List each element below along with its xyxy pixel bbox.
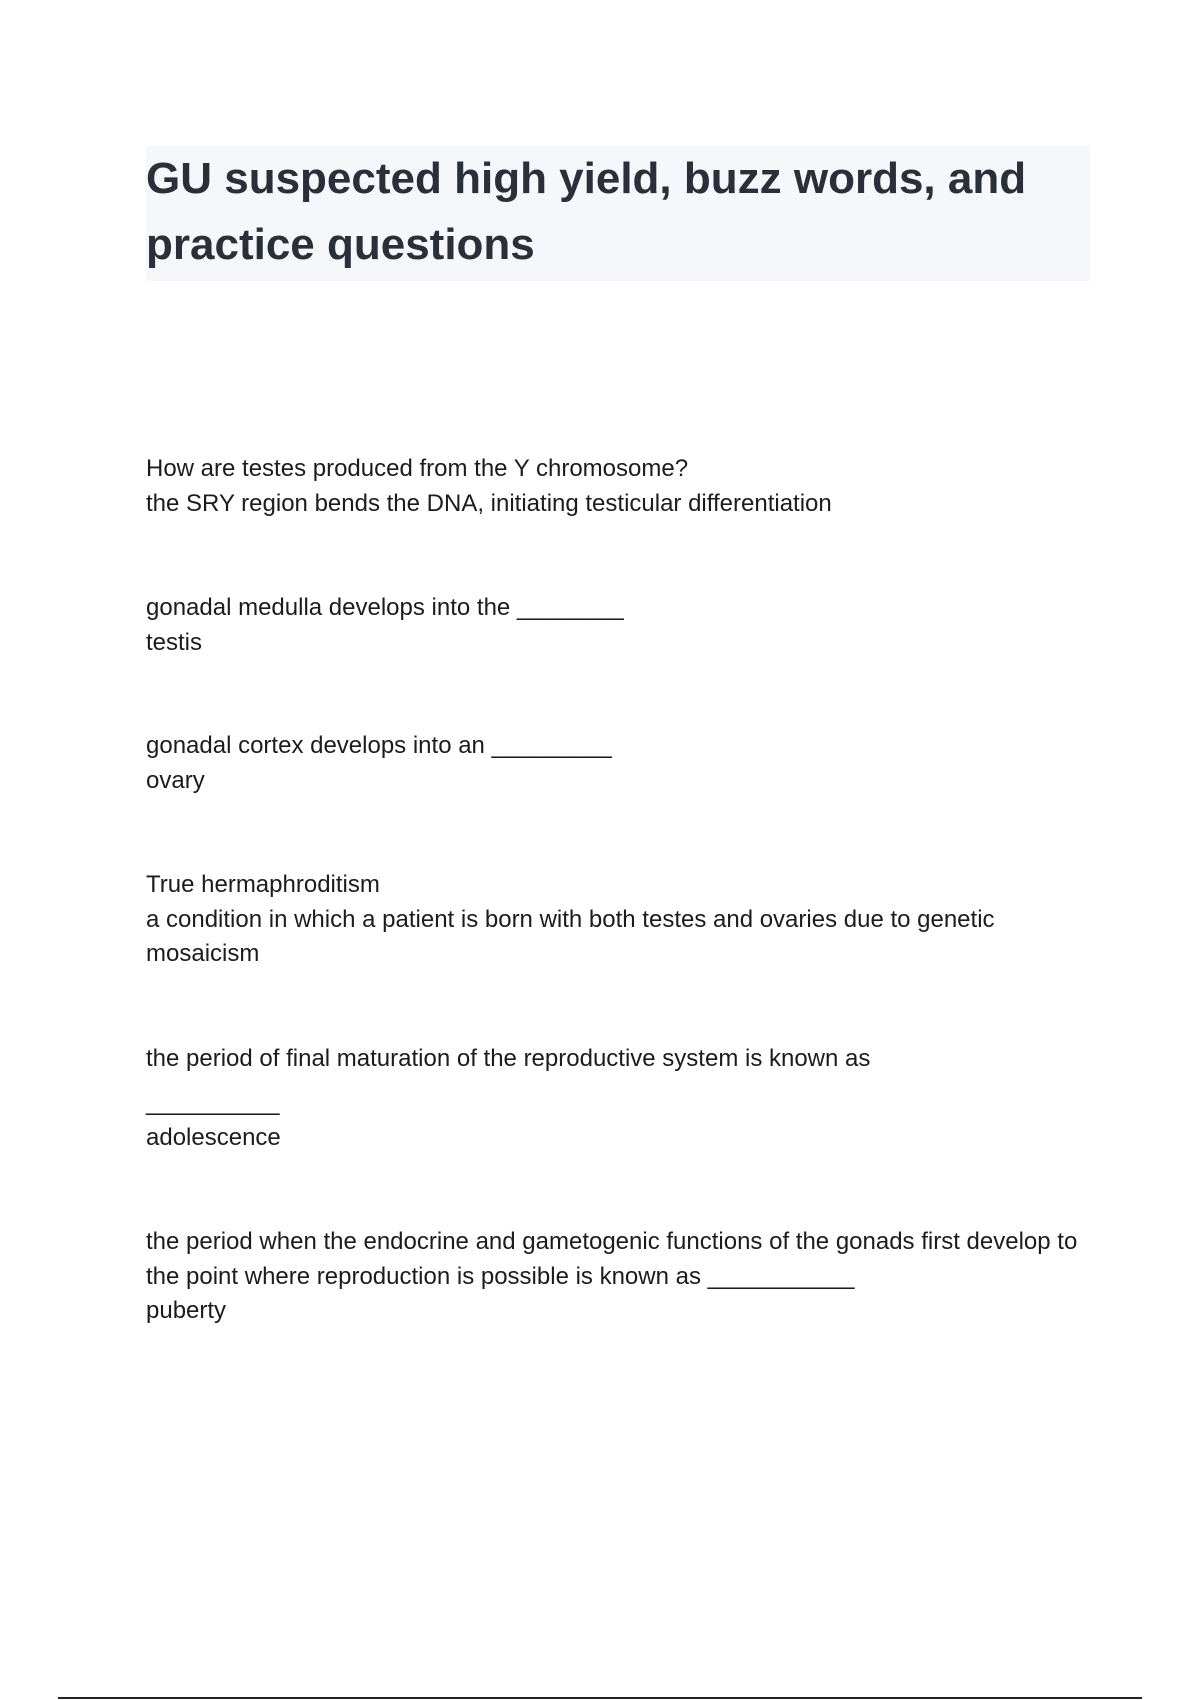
qa-item-5 bbox=[146, 1042, 1086, 1156]
answer-1: the SRY region bends the DNA, initiating testicular differentiation bbox=[146, 489, 832, 517]
question-2: gonadal medulla develops into the ________ bbox=[146, 594, 624, 621]
qa-list bbox=[146, 452, 1086, 1329]
question-1: How are testes produced from the Y chromosome? bbox=[146, 455, 689, 482]
answer-3: ovary bbox=[146, 766, 205, 794]
question-5-blank: __________ bbox=[146, 1089, 280, 1116]
answer-6: puberty bbox=[146, 1297, 227, 1324]
answer-5: adolescence bbox=[146, 1123, 281, 1151]
document-title: GU suspected high yield, buzz words, and practice questions bbox=[146, 154, 1027, 269]
qa-item-2 bbox=[146, 591, 1086, 660]
qa-item-1 bbox=[146, 452, 1086, 521]
answer-2: testis bbox=[146, 628, 203, 656]
footer-divider bbox=[58, 1697, 1142, 1699]
question-5: the period of final maturation of the reproductive system is known as bbox=[146, 1044, 871, 1072]
qa-item-3 bbox=[146, 729, 1086, 798]
qa-item-6 bbox=[146, 1225, 1086, 1329]
question-6: the period when the endocrine and gametogenic functions of the gonads first develop to the point where reproduction is possible is known as ___________ bbox=[146, 1228, 1078, 1290]
qa-item-4 bbox=[146, 868, 1086, 972]
title-band bbox=[146, 146, 1090, 281]
answer-4: a condition in which a patient is born with both testes and ovaries due to genetic mosaicism bbox=[146, 905, 995, 967]
question-4: True hermaphroditism bbox=[146, 871, 380, 898]
question-3: gonadal cortex develops into an _________ bbox=[146, 732, 612, 759]
